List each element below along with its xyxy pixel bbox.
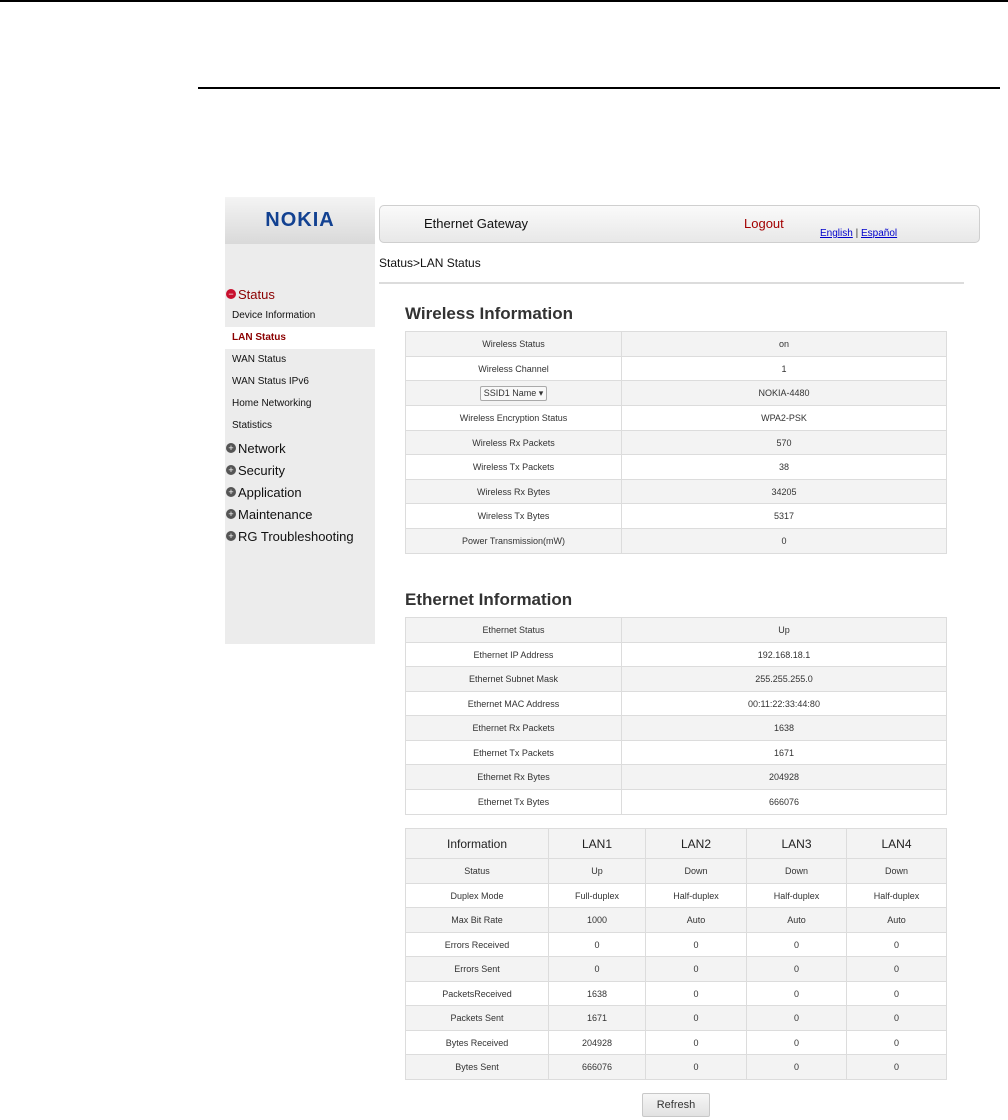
lang-separator: | bbox=[852, 228, 861, 239]
table-row bbox=[406, 982, 947, 1006]
expand-icon: + bbox=[226, 443, 236, 453]
table-cell: Status bbox=[406, 859, 549, 884]
table-cell: Auto bbox=[646, 908, 747, 933]
table-row bbox=[406, 1055, 947, 1080]
table-row bbox=[406, 692, 947, 716]
header-bar bbox=[379, 205, 980, 243]
expand-icon: + bbox=[226, 487, 236, 497]
ethernet-table bbox=[405, 617, 947, 815]
table-row bbox=[406, 618, 947, 643]
menu-maintenance-label: Maintenance bbox=[238, 506, 313, 522]
table-row bbox=[406, 1006, 947, 1031]
row-value: 5317 bbox=[622, 504, 947, 529]
sidebar-item-lan-status[interactable]: LAN Status bbox=[225, 327, 375, 349]
row-label: Power Transmission(mW) bbox=[406, 529, 622, 554]
table-cell: 0 bbox=[847, 1031, 947, 1055]
row-label: Ethernet Subnet Mask bbox=[406, 667, 622, 692]
row-value: 1671 bbox=[622, 741, 947, 765]
menu-rg-troubleshooting-label: RG Troubleshooting bbox=[238, 528, 354, 544]
row-label: Wireless Tx Packets bbox=[406, 455, 622, 480]
sidebar bbox=[225, 197, 375, 644]
table-cell: Auto bbox=[747, 908, 847, 933]
table-header-row bbox=[406, 829, 947, 859]
column-header: LAN4 bbox=[847, 829, 947, 859]
table-cell: 0 bbox=[646, 1031, 747, 1055]
column-header: LAN1 bbox=[549, 829, 646, 859]
table-row bbox=[406, 529, 947, 554]
table-cell: 0 bbox=[847, 1055, 947, 1080]
row-value: 666076 bbox=[622, 790, 947, 815]
document-rule bbox=[198, 87, 1000, 89]
row-label: Wireless Encryption Status bbox=[406, 406, 622, 431]
table-row bbox=[406, 884, 947, 908]
table-cell: 1638 bbox=[549, 982, 646, 1006]
lang-spanish-link[interactable]: Español bbox=[860, 228, 898, 239]
row-label: Wireless Rx Bytes bbox=[406, 480, 622, 504]
table-cell: 0 bbox=[646, 957, 747, 982]
table-row bbox=[406, 667, 947, 692]
expand-icon: + bbox=[226, 531, 236, 541]
table-cell: 0 bbox=[747, 982, 847, 1006]
row-value: 38 bbox=[622, 455, 947, 480]
sidebar-item-home-networking[interactable]: Home Networking bbox=[232, 398, 312, 409]
table-cell: Errors Received bbox=[406, 933, 549, 957]
table-row bbox=[406, 357, 947, 381]
expand-icon: + bbox=[226, 465, 236, 475]
lang-english-link[interactable]: English bbox=[820, 228, 853, 239]
table-row bbox=[406, 1031, 947, 1055]
row-label: Wireless Tx Bytes bbox=[406, 504, 622, 529]
table-row bbox=[406, 480, 947, 504]
sidebar-item-statistics[interactable]: Statistics bbox=[232, 420, 273, 431]
menu-security[interactable] bbox=[225, 459, 375, 481]
table-row bbox=[406, 455, 947, 480]
collapse-icon: − bbox=[226, 289, 236, 299]
table-cell: Half-duplex bbox=[847, 884, 947, 908]
sidebar-item-wan-status[interactable]: WAN Status bbox=[232, 354, 287, 365]
menu-application[interactable] bbox=[225, 481, 375, 503]
ethernet-section-title: Ethernet Information bbox=[405, 590, 573, 609]
table-cell: Down bbox=[747, 859, 847, 884]
table-cell: 0 bbox=[747, 1055, 847, 1080]
table-cell: 0 bbox=[747, 1006, 847, 1031]
logout-link[interactable]: Logout bbox=[744, 216, 784, 231]
menu-rg-troubleshooting[interactable] bbox=[225, 525, 375, 547]
table-row bbox=[406, 643, 947, 667]
table-cell: 0 bbox=[646, 1055, 747, 1080]
table-cell: 0 bbox=[747, 1031, 847, 1055]
breadcrumb: Status>LAN Status bbox=[379, 256, 481, 270]
row-value: 0 bbox=[622, 529, 947, 554]
table-row bbox=[406, 957, 947, 982]
wireless-table bbox=[405, 331, 947, 554]
menu-status[interactable] bbox=[225, 283, 375, 305]
top-rule bbox=[0, 0, 1008, 2]
ssid-select-value: SSID1 Name bbox=[483, 387, 537, 398]
row-value: 00:11:22:33:44:80 bbox=[622, 692, 947, 716]
sidebar-menu bbox=[225, 283, 375, 547]
row-value: 1638 bbox=[622, 716, 947, 741]
table-cell: Bytes Received bbox=[406, 1031, 549, 1055]
breadcrumb-divider bbox=[379, 282, 964, 284]
row-value: NOKIA-4480 bbox=[622, 381, 947, 406]
table-cell: Up bbox=[549, 859, 646, 884]
table-row bbox=[406, 765, 947, 790]
wireless-section-title: Wireless Information bbox=[405, 304, 573, 323]
table-cell: Bytes Sent bbox=[406, 1055, 549, 1080]
table-cell: 0 bbox=[847, 957, 947, 982]
row-value: 570 bbox=[622, 431, 947, 455]
table-cell: 204928 bbox=[549, 1031, 646, 1055]
row-label: Wireless Rx Packets bbox=[406, 431, 622, 455]
table-cell: Down bbox=[847, 859, 947, 884]
expand-icon: + bbox=[226, 509, 236, 519]
row-label: Ethernet Status bbox=[406, 618, 622, 643]
table-cell: 1000 bbox=[549, 908, 646, 933]
table-cell: 0 bbox=[747, 933, 847, 957]
table-row bbox=[406, 790, 947, 815]
sidebar-item-device-information[interactable]: Device Information bbox=[232, 310, 316, 321]
ssid-select[interactable] bbox=[480, 386, 548, 401]
table-row bbox=[406, 431, 947, 455]
table-cell: 1671 bbox=[549, 1006, 646, 1031]
table-cell: Down bbox=[646, 859, 747, 884]
table-cell: Half-duplex bbox=[646, 884, 747, 908]
table-cell: PacketsReceived bbox=[406, 982, 549, 1006]
chevron-down-icon: ▾ bbox=[538, 387, 544, 398]
row-value: 204928 bbox=[622, 765, 947, 790]
table-cell: 666076 bbox=[549, 1055, 646, 1080]
nokia-logo: NOKIA bbox=[265, 209, 335, 231]
menu-security-label: Security bbox=[238, 462, 285, 478]
row-value: on bbox=[622, 332, 947, 357]
row-value: Up bbox=[622, 618, 947, 643]
row-value: 1 bbox=[622, 357, 947, 381]
column-header: Information bbox=[406, 829, 549, 859]
refresh-button[interactable]: Refresh bbox=[642, 1093, 710, 1117]
table-cell: 0 bbox=[549, 957, 646, 982]
column-header: LAN3 bbox=[747, 829, 847, 859]
table-cell: Full-duplex bbox=[549, 884, 646, 908]
table-row bbox=[406, 716, 947, 741]
row-value: 34205 bbox=[622, 480, 947, 504]
row-value: 192.168.18.1 bbox=[622, 643, 947, 667]
language-switcher bbox=[820, 228, 897, 239]
table-cell: 0 bbox=[646, 982, 747, 1006]
table-row bbox=[406, 908, 947, 933]
column-header: LAN2 bbox=[646, 829, 747, 859]
table-cell: 0 bbox=[847, 1006, 947, 1031]
menu-maintenance[interactable] bbox=[225, 503, 375, 525]
row-value: 255.255.255.0 bbox=[622, 667, 947, 692]
lan-ports-table bbox=[405, 828, 947, 1080]
table-row bbox=[406, 504, 947, 529]
table-cell: Errors Sent bbox=[406, 957, 549, 982]
table-cell: Duplex Mode bbox=[406, 884, 549, 908]
logo-box bbox=[225, 197, 375, 244]
table-cell: Max Bit Rate bbox=[406, 908, 549, 933]
table-row bbox=[406, 332, 947, 357]
table-cell: 0 bbox=[847, 982, 947, 1006]
menu-network[interactable] bbox=[225, 437, 375, 459]
table-cell: Auto bbox=[847, 908, 947, 933]
table-cell: 0 bbox=[747, 957, 847, 982]
menu-network-label: Network bbox=[238, 440, 286, 456]
table-row bbox=[406, 741, 947, 765]
table-row bbox=[406, 381, 947, 406]
table-cell: 0 bbox=[646, 933, 747, 957]
row-label: Ethernet Rx Packets bbox=[406, 716, 622, 741]
app-title: Ethernet Gateway bbox=[424, 216, 529, 231]
row-value: WPA2-PSK bbox=[622, 406, 947, 431]
table-cell: Packets Sent bbox=[406, 1006, 549, 1031]
sidebar-item-wan-status-ipv6[interactable]: WAN Status IPv6 bbox=[232, 376, 309, 387]
row-label: Ethernet Tx Packets bbox=[406, 741, 622, 765]
row-label: Wireless Status bbox=[406, 332, 622, 357]
table-cell: 0 bbox=[646, 1006, 747, 1031]
row-label: Ethernet Rx Bytes bbox=[406, 765, 622, 790]
table-row bbox=[406, 859, 947, 884]
row-label: Ethernet MAC Address bbox=[406, 692, 622, 716]
menu-application-label: Application bbox=[238, 484, 302, 500]
table-cell: 0 bbox=[847, 933, 947, 957]
row-label: Ethernet IP Address bbox=[406, 643, 622, 667]
table-row bbox=[406, 406, 947, 431]
menu-status-label: Status bbox=[238, 286, 275, 302]
table-cell: Half-duplex bbox=[747, 884, 847, 908]
row-label: Wireless Channel bbox=[406, 357, 622, 381]
table-row bbox=[406, 933, 947, 957]
row-label-cell bbox=[406, 381, 622, 406]
row-label: Ethernet Tx Bytes bbox=[406, 790, 622, 815]
table-cell: 0 bbox=[549, 933, 646, 957]
